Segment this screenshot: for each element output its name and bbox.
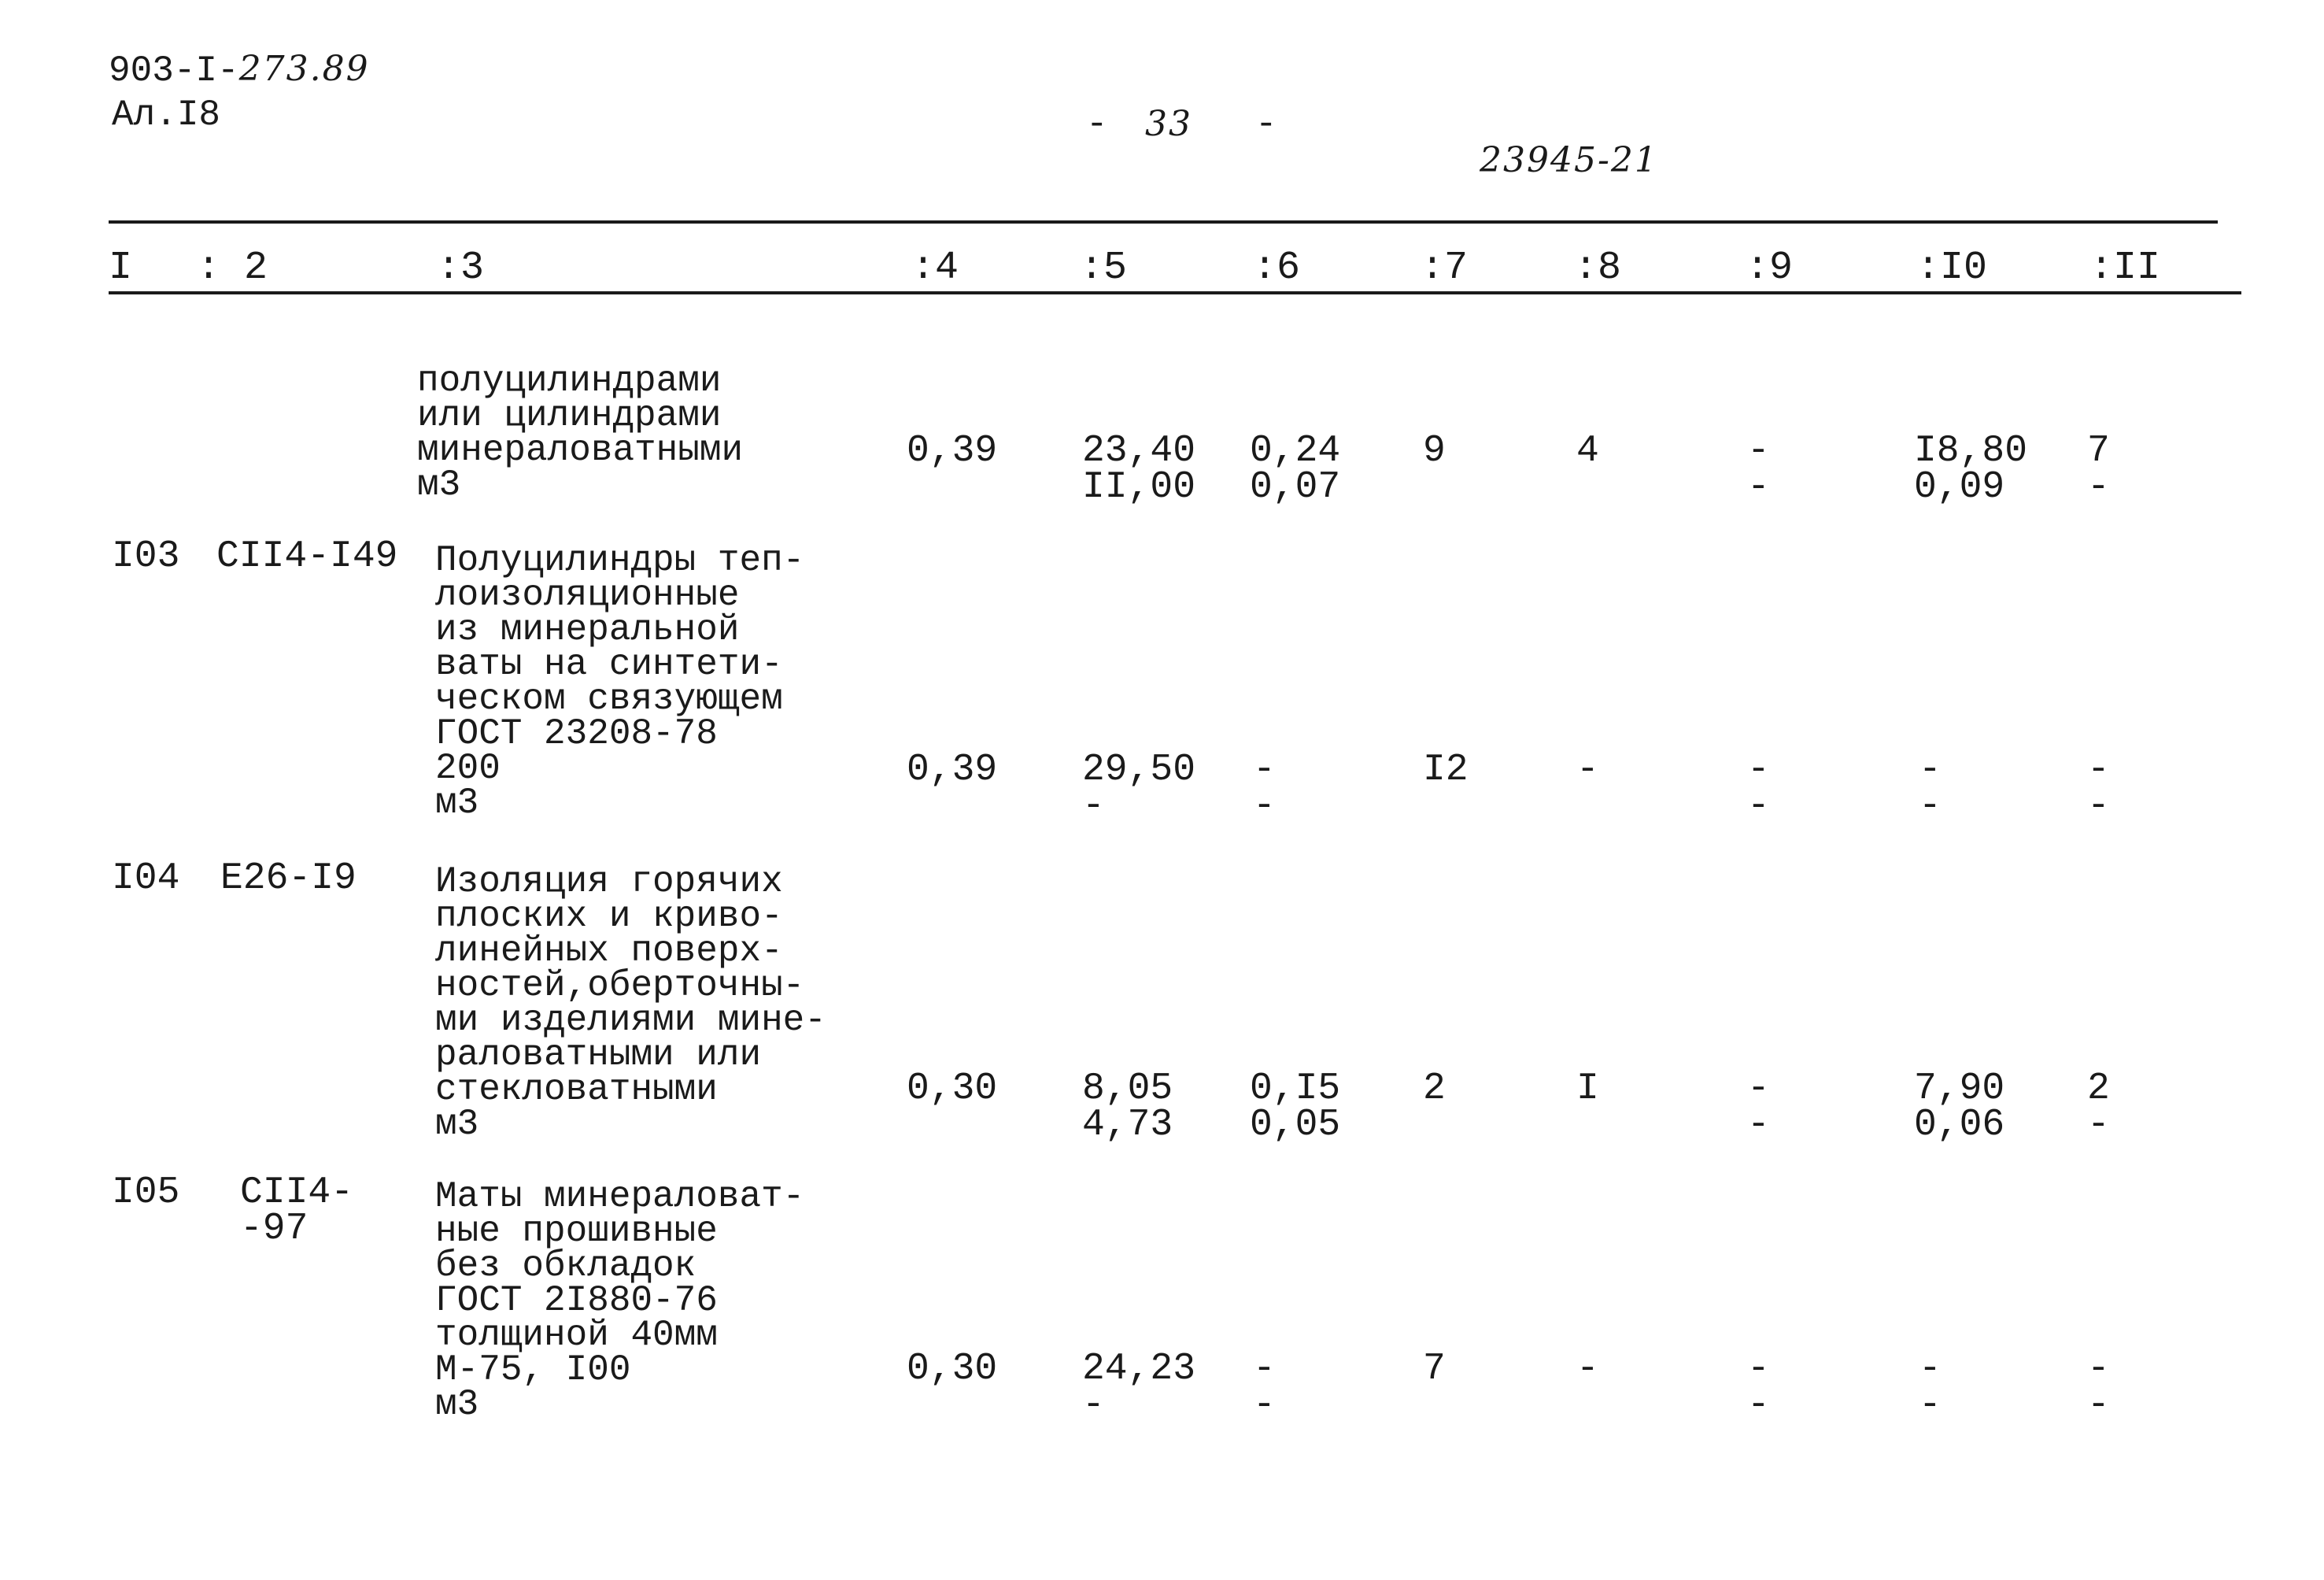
- row-col-8: 4: [1576, 430, 1599, 472]
- row-col-9: - -: [1747, 1068, 1770, 1146]
- sheet-number: Ал.I8: [112, 94, 221, 135]
- row-col-8: -: [1576, 1348, 1599, 1390]
- row-number: I04: [112, 857, 180, 900]
- row-code: CII4- -97: [240, 1171, 354, 1250]
- row-description: Изоляция горячих плоских и криво- линейных поверх- ностей,оберточны- ми изделиями мине- раловатными или стекловатными м3: [435, 861, 826, 1145]
- row-col-8: -: [1576, 749, 1599, 791]
- row-col-10: - -: [1919, 1348, 1942, 1426]
- row-col-4: 0,30: [907, 1068, 998, 1110]
- row-col-11: - -: [2087, 749, 2110, 827]
- row-col-11: 7 -: [2087, 430, 2110, 509]
- column-header-3: :3: [437, 246, 485, 290]
- document-code: [109, 49, 370, 91]
- row-col-9: - -: [1747, 1348, 1770, 1426]
- row-col-6: - -: [1253, 1348, 1276, 1426]
- row-col-9: - -: [1747, 430, 1770, 509]
- row-code: E26-I9: [220, 857, 357, 900]
- column-header-6: :6: [1253, 246, 1301, 290]
- row-col-7: 7: [1423, 1348, 1446, 1390]
- column-header-8: :8: [1574, 246, 1622, 290]
- top-rule: [109, 220, 2218, 224]
- column-header-11: :II: [2089, 246, 2161, 290]
- row-number: I05: [112, 1171, 180, 1214]
- column-header-10: :I0: [1916, 246, 1988, 290]
- row-col-7: I2: [1423, 749, 1469, 791]
- row-col-5: 8,05 4,73: [1082, 1068, 1173, 1146]
- row-col-6: - -: [1253, 749, 1276, 827]
- row-col-11: 2 -: [2087, 1068, 2110, 1146]
- page-number: 33: [1145, 104, 1192, 144]
- row-col-6: 0,24 0,07: [1250, 430, 1341, 509]
- row-number: I03: [112, 535, 180, 578]
- column-header-7: :7: [1421, 246, 1469, 290]
- row-col-10: I8,80 0,09: [1914, 430, 2028, 509]
- row-col-4: 0,30: [907, 1348, 998, 1390]
- row-code: CII4-I49: [216, 535, 398, 578]
- row-col-4: 0,39: [907, 749, 998, 791]
- row-description: Маты минераловат- ные прошивные без обкладок ГОСТ 2I880-76 толщиной 40мм М-75, I00 м3: [435, 1176, 805, 1425]
- inventory-number: 23945-21: [1480, 140, 1658, 180]
- row-col-4: 0,39: [907, 430, 998, 472]
- row-col-11: - -: [2087, 1348, 2110, 1426]
- column-header-4: :4: [911, 246, 959, 290]
- column-header-5: :5: [1080, 246, 1128, 290]
- column-header-1: I: [109, 246, 133, 290]
- document-code-handwritten: 273.89: [238, 49, 370, 89]
- column-header-2: : 2: [197, 246, 268, 290]
- row-col-5: 24,23 -: [1082, 1348, 1196, 1426]
- row-col-5: 23,40 II,00: [1082, 430, 1196, 509]
- column-header-9: :9: [1746, 246, 1794, 290]
- row-description: Полуцилиндры теп- лоизоляционные из минеральной ваты на синтети- ческом связующем ГОСТ 23208-78 200 м3: [435, 540, 805, 823]
- row-description: полуцилиндрами или цилиндрами минераловатными м3: [417, 361, 744, 505]
- row-col-7: 2: [1423, 1068, 1446, 1110]
- page-dash-right: -: [1255, 104, 1277, 145]
- row-col-5: 29,50 -: [1082, 749, 1196, 827]
- row-col-10: 7,90 0,06: [1914, 1068, 2005, 1146]
- document-code-printed: 903-I-: [109, 50, 239, 91]
- row-col-7: 9: [1423, 430, 1446, 472]
- row-col-8: I: [1576, 1068, 1599, 1110]
- row-col-6: 0,I5 0,05: [1250, 1068, 1341, 1146]
- row-col-9: - -: [1747, 749, 1770, 827]
- page-dash-left: -: [1086, 104, 1108, 145]
- column-header-rule: [109, 291, 2241, 294]
- row-col-10: - -: [1919, 749, 1942, 827]
